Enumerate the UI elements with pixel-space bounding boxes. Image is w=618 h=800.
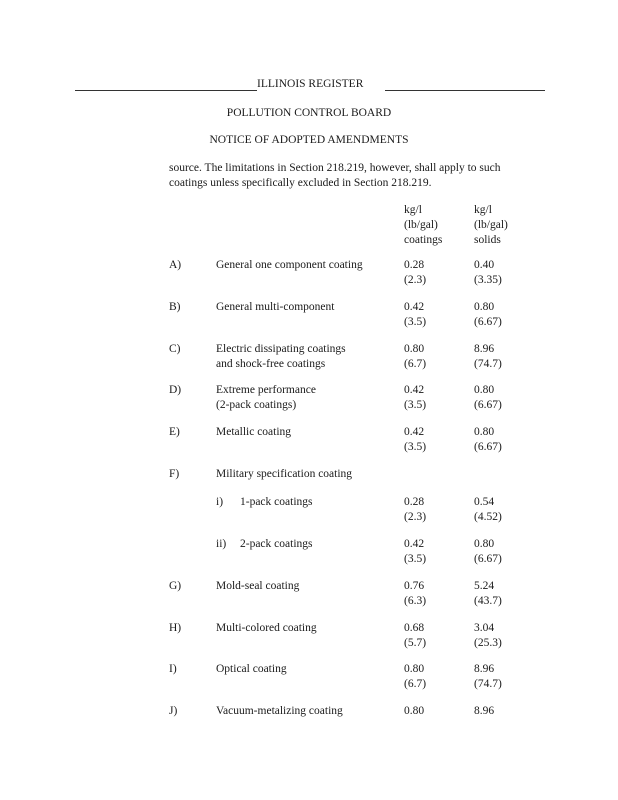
- row-label: G): [169, 580, 182, 592]
- coatings-value-line: 0.80: [404, 343, 425, 355]
- column-header-solids: [474, 203, 508, 248]
- row-description: [216, 704, 343, 719]
- row-label: i): [216, 496, 224, 508]
- solids-value-line: 0.54: [474, 496, 495, 508]
- solids-value: [474, 704, 494, 719]
- coatings-value-line: 0.42: [404, 538, 425, 550]
- row-description-line: Multi-colored coating: [216, 622, 317, 634]
- coatings-value: [404, 495, 426, 525]
- solids-value: [474, 579, 502, 609]
- header-rule-right: [385, 90, 545, 91]
- coatings-value: [404, 258, 426, 288]
- coatings-value-line: 0.42: [404, 384, 425, 396]
- notice-title: NOTICE OF ADOPTED AMENDMENTS: [209, 134, 409, 146]
- table-row: [0, 300, 618, 332]
- row-label: C): [169, 343, 181, 355]
- solids-value-line: (6.67): [474, 316, 502, 328]
- solids-value-line: 8.96: [474, 663, 495, 675]
- coatings-value: [404, 383, 426, 413]
- solids-value-line: (6.67): [474, 399, 502, 411]
- column-header-coatings-unit: kg/l: [404, 204, 422, 216]
- row-description-line: 1-pack coatings: [240, 496, 313, 508]
- solids-value-line: (6.67): [474, 441, 502, 453]
- solids-value-line: 0.80: [474, 538, 495, 550]
- solids-value-line: (6.67): [474, 553, 502, 565]
- row-description: [216, 467, 352, 482]
- register-title: ILLINOIS REGISTER: [257, 78, 364, 90]
- solids-value: [474, 662, 502, 692]
- coatings-value: [404, 537, 426, 567]
- row-description-line: General one component coating: [216, 259, 363, 271]
- row-label: I): [169, 663, 177, 675]
- table-row: [0, 383, 618, 415]
- table-row: [0, 537, 618, 569]
- coatings-value-line: (5.7): [404, 637, 427, 649]
- solids-value-line: (43.7): [474, 595, 502, 607]
- coatings-value: [404, 621, 426, 651]
- row-description: [240, 495, 313, 510]
- coatings-value-line: 0.80: [404, 663, 425, 675]
- row-label: E): [169, 426, 180, 438]
- solids-value-line: 0.80: [474, 301, 495, 313]
- row-description: [216, 621, 317, 636]
- row-description-line: Mold-seal coating: [216, 580, 300, 592]
- agency-title: POLLUTION CONTROL BOARD: [226, 107, 392, 119]
- solids-value: [474, 258, 502, 288]
- row-description-line: Vacuum-metalizing coating: [216, 705, 343, 717]
- row-description: [216, 342, 346, 372]
- solids-value: [474, 300, 502, 330]
- solids-value: [474, 425, 502, 455]
- coatings-value-line: (6.7): [404, 358, 427, 370]
- column-header-coatings-basis: coatings: [404, 234, 443, 246]
- row-label: J): [169, 705, 178, 717]
- row-description-line: Extreme performance: [216, 384, 316, 396]
- table-row: [0, 342, 618, 374]
- row-description-line: General multi-component: [216, 301, 335, 313]
- solids-value-line: 8.96: [474, 343, 495, 355]
- solids-value: [474, 537, 502, 567]
- table-row: [0, 621, 618, 653]
- solids-value-line: (3.35): [474, 274, 502, 286]
- header-rule-left: [75, 90, 257, 91]
- column-header-coatings: [404, 203, 442, 248]
- table-row: [0, 258, 618, 290]
- coatings-value-line: (6.7): [404, 678, 427, 690]
- row-description: [216, 579, 299, 594]
- row-description-line: Electric dissipating coatings: [216, 343, 346, 355]
- coatings-value-line: (2.3): [404, 511, 427, 523]
- row-label: F): [169, 468, 180, 480]
- coatings-value-line: (3.5): [404, 399, 427, 411]
- table-row: [0, 662, 618, 694]
- intro-line-2: coatings unless specifically excluded in Section 218.219.: [169, 177, 432, 189]
- coatings-value: [404, 342, 426, 372]
- solids-value-line: (25.3): [474, 637, 502, 649]
- coatings-value-line: (6.3): [404, 595, 427, 607]
- coatings-value-line: 0.42: [404, 426, 425, 438]
- table-row: [0, 579, 618, 611]
- column-header-solids-basis: solids: [474, 234, 501, 246]
- solids-value-line: 3.04: [474, 622, 495, 634]
- coatings-value-line: 0.68: [404, 622, 425, 634]
- column-header-solids-unit: kg/l: [474, 204, 492, 216]
- row-label: A): [169, 259, 182, 271]
- coatings-value-line: 0.28: [404, 259, 425, 271]
- solids-value-line: 8.96: [474, 705, 495, 717]
- coatings-value: [404, 704, 424, 719]
- row-label: D): [169, 384, 182, 396]
- solids-value-line: (74.7): [474, 358, 502, 370]
- intro-line-1: source. The limitations in Section 218.219, however, shall apply to such: [169, 162, 501, 174]
- coatings-value: [404, 662, 426, 692]
- solids-value: [474, 495, 502, 525]
- row-description: [216, 383, 316, 413]
- solids-value-line: 5.24: [474, 580, 495, 592]
- coatings-value-line: 0.80: [404, 705, 425, 717]
- row-label: B): [169, 301, 181, 313]
- coatings-value: [404, 300, 426, 330]
- row-label: H): [169, 622, 182, 634]
- coatings-value-line: 0.28: [404, 496, 425, 508]
- row-description: [216, 300, 334, 315]
- row-description-line: and shock-free coatings: [216, 358, 326, 370]
- row-description: [216, 258, 363, 273]
- column-header-coatings-unit-alt: (lb/gal): [404, 219, 438, 231]
- row-description: [216, 425, 291, 440]
- row-label: ii): [216, 538, 227, 550]
- table-row: [0, 425, 618, 457]
- solids-value: [474, 383, 502, 413]
- coatings-value-line: (3.5): [404, 441, 427, 453]
- table-row: [0, 495, 618, 527]
- row-description-line: Metallic coating: [216, 426, 292, 438]
- coatings-value-line: 0.76: [404, 580, 425, 592]
- solids-value-line: (4.52): [474, 511, 502, 523]
- solids-value-line: 0.40: [474, 259, 495, 271]
- coatings-value: [404, 425, 426, 455]
- coatings-value-line: (3.5): [404, 553, 427, 565]
- row-description-line: 2-pack coatings: [240, 538, 313, 550]
- row-description-line: Military specification coating: [216, 468, 353, 480]
- row-description-line: (2-pack coatings): [216, 399, 297, 411]
- table-row: [0, 704, 618, 736]
- coatings-value-line: (2.3): [404, 274, 427, 286]
- coatings-value-line: 0.42: [404, 301, 425, 313]
- solids-value: [474, 621, 502, 651]
- coatings-value: [404, 579, 426, 609]
- column-header-solids-unit-alt: (lb/gal): [474, 219, 508, 231]
- solids-value: [474, 342, 502, 372]
- solids-value-line: 0.80: [474, 426, 495, 438]
- row-description: [216, 662, 287, 677]
- row-description: [240, 537, 313, 552]
- coatings-value-line: (3.5): [404, 316, 427, 328]
- solids-value-line: 0.80: [474, 384, 495, 396]
- solids-value-line: (74.7): [474, 678, 502, 690]
- row-description-line: Optical coating: [216, 663, 287, 675]
